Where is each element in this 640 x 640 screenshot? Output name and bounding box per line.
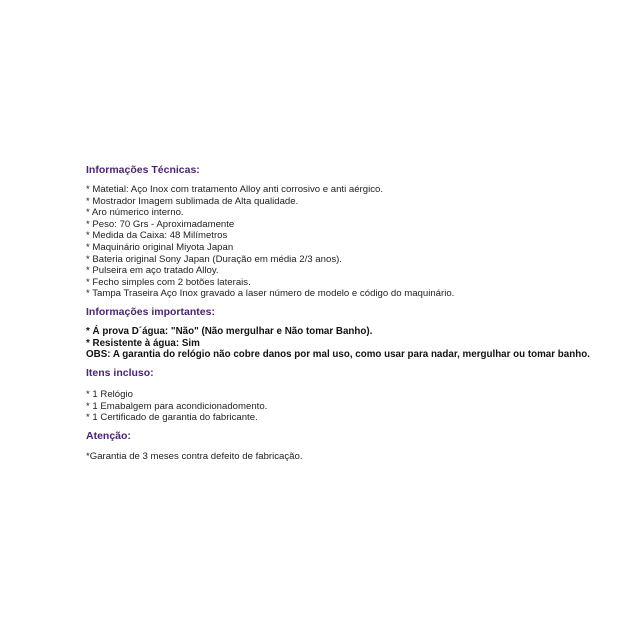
included-items-heading: Itens incluso: xyxy=(86,367,154,380)
important-info-list xyxy=(86,326,606,361)
attention-list xyxy=(86,451,606,463)
list-item: * 1 Emabalgem para acondicionadomento. xyxy=(86,400,268,412)
technical-info-list xyxy=(86,184,606,300)
list-item: * 1 Relógio xyxy=(86,389,133,401)
important-info-heading: Informações importantes: xyxy=(86,305,215,318)
list-item: * Medida da Caixa: 48 Milímetros xyxy=(86,230,228,242)
list-item: *Garantia de 3 meses contra defeito de fabricação. xyxy=(86,450,303,462)
list-item: * Maquinário original Miyota Japan xyxy=(86,241,234,253)
technical-info-section xyxy=(86,164,606,300)
attention-heading: Atenção: xyxy=(86,429,131,442)
included-items-section xyxy=(86,367,606,424)
included-items-list xyxy=(86,389,606,424)
product-description xyxy=(86,164,606,462)
technical-info-heading: Informações Técnicas: xyxy=(86,164,200,176)
list-item: * Resistente à água: Sim xyxy=(86,337,200,349)
list-item: * 1 Certificado de garantia do fabricante. xyxy=(86,412,258,424)
attention-section xyxy=(86,430,606,463)
list-item: * Peso: 70 Grs - Aproximadamente xyxy=(86,218,235,230)
list-item: * Á prova D´água: "Não" (Não mergulhar e Não tomar Banho). xyxy=(86,325,373,337)
list-item: * Bateria original Sony Japan (Duração em média 2/3 anos). xyxy=(86,253,342,265)
list-item: * Tampa Traseira Aço Inox gravado a laser número de modelo e código do maquinário. xyxy=(86,288,455,300)
list-item: OBS: A garantia do relógio não cobre danos por mal uso, como usar para nadar, mergulhar ou tomar banho. xyxy=(86,349,590,361)
list-item: * Aro númerico interno. xyxy=(86,207,184,219)
important-info-section xyxy=(86,306,606,361)
list-item: * Mostrador Imagem sublimada de Alta qualidade. xyxy=(86,195,299,207)
list-item: * Pulseira em aço tratado Alloy. xyxy=(86,265,219,277)
list-item: * Matetial: Aço Inox com tratamento Alloy anti corrosivo e anti aérgico. xyxy=(86,184,384,195)
list-item: * Fecho simples com 2 botões laterais. xyxy=(86,276,251,288)
